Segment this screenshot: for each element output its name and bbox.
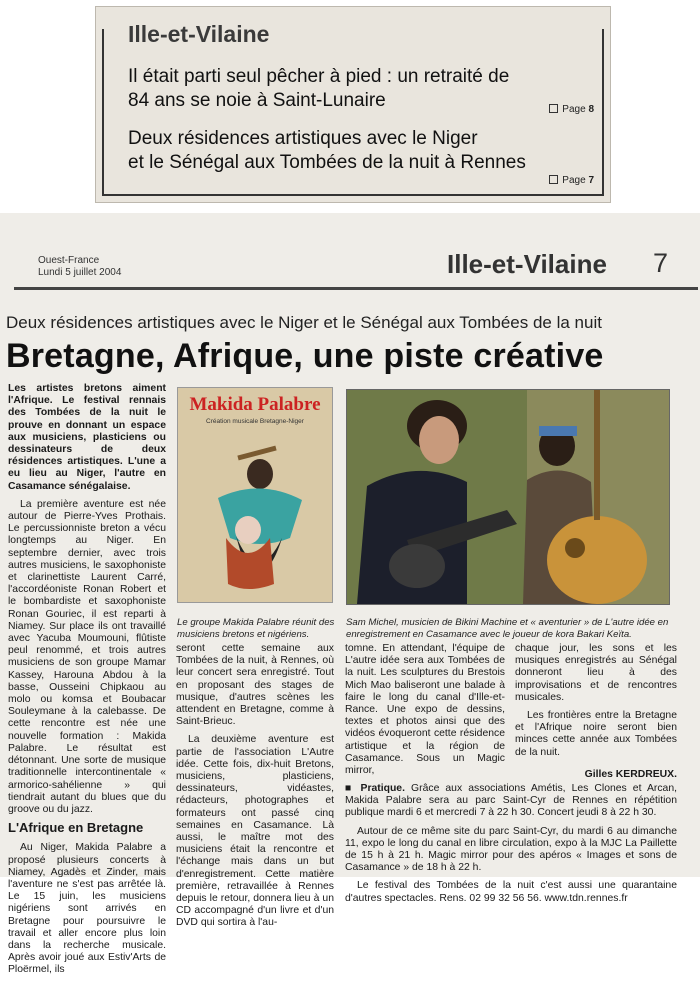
masthead-department: Ille-et-Vilaine — [447, 249, 607, 279]
article-column-4 — [515, 643, 677, 781]
album-cover-photo — [177, 387, 333, 603]
summary-department: Ille-et-Vilaine — [122, 21, 275, 48]
checkbox-icon — [549, 104, 558, 113]
photo-caption-2: Sam Michel, musicien de Bikini Machine et « aventurier » de L'autre idée en enregistrement en Casamance avec le joueur de kora Bakari Keïta. — [346, 617, 669, 640]
article-headline: Bretagne, Afrique, une piste créative — [6, 337, 604, 375]
summary-page-ref-2: Page 7 — [549, 175, 594, 186]
masthead-rule — [14, 287, 698, 290]
pratique-paragraph-2: Autour de ce même site du parc Saint-Cyr, du mardi 6 au dimanche 11, expo le long du canal en libre circulation, expo à la MJC La Paillette de 15 h à 21 h. Magic mirror pour des apéros « Images et sons de Casamance » de 18 h à 22 h. — [345, 825, 677, 874]
article-column-1 — [8, 383, 166, 983]
author-signature: Gilles KERDREUX. — [584, 768, 677, 780]
photo-caption-1: Le groupe Makida Palabre réunit des musiciens bretons et nigériens. — [177, 617, 335, 640]
body-paragraph: chaque jour, les sons et les musiques enregistrés au Sénégal donneront lieu à des improvisations et de rencontres musicales. — [515, 643, 677, 703]
album-cover-illustration — [178, 388, 332, 602]
summary-headline-1a: Il était parti seul pêcher à pied : un retraité de — [128, 66, 510, 87]
album-subtitle: Création musicale Bretagne-Niger — [206, 418, 304, 425]
body-paragraph: tomne. En attendant, l'équipe de L'autre idée sera aux Tombées de la nuit. Les sculptures du Brestois Mich Mao baliseront une balade à faire le long du canal d'Ille-et-Rance. Une expo de dessins, textes et photos ainsi que des vidéos évoqueront cette résidence artistique et la région de Casamance. Sous un Magic mirror, — [345, 643, 505, 777]
checkbox-icon — [549, 175, 558, 184]
article-column-3 — [345, 643, 505, 783]
article-kicker: Deux résidences artistiques avec le Niger et le Sénégal aux Tombées de la nuit — [6, 313, 602, 332]
body-paragraph: seront cette semaine aux Tombées de la nuit, à Rennes, où leur concert sera enregistré. Tout en proposant des stages de musique, d'autres scènes les attendent en Bretagne, comme à Saint-Brieuc. — [176, 643, 334, 728]
album-title: Makida Palabre — [189, 394, 321, 415]
article-clipping — [0, 213, 700, 976]
summary-headline-2a: Deux résidences artistiques avec le Niger — [128, 128, 478, 149]
body-paragraph: La première aventure est née autour de Pierre-Yves Prothais. Le percussionniste breton a vécu longtemps au Niger. En septembre dernier, avec trois autres musiciens, le saxophoniste et clarinettiste Laurent Carré, l'accordéoniste Ronan Robert et le bombardiste et saxophoniste Ronan Gouriec, il est reparti à Niamey. Sur place ils ont travaillé avec Yacuba Moumouni, flûtiste peul renommé, et trois autres musiciens de son groupe Mamar Kassey, Harouna Abdou à la basse, Ousseini Chipkaou au molo ou komsa et Boubacar Souleymane à la calebasse. De cette rencontre est née une nouvelle formation : Makida Palabre. Le résultat est détonnant. Une sorte de musique traditionnelle intercontinentale « armorico-sahélienne » qui tiendrait autant du blues que du groove ou du jazz. — [8, 498, 166, 815]
body-paragraph: Les frontières entre la Bretagne et l'Afrique noire seront bien minces cette année aux Tombées de la nuit. — [515, 710, 677, 758]
article-chapo: Les artistes bretons aiment l'Afrique. Le festival rennais des Tombées de la nuit le prouve en donnant un espace aux musiciens, plasticiens ou dessinateurs de deux résidences artistiques. L'une a eu lieu au Niger, l'autre en Casamance sénégalaise. — [8, 383, 166, 492]
pratique-paragraph-3: Le festival des Tombées de la nuit c'est aussi une quarantaine d'autres spectacles. Rens. 02 99 32 56 56. www.tdn.rennes.fr — [345, 880, 677, 904]
summary-page-ref-1: Page 8 — [549, 104, 594, 115]
pratique-paragraph: ■ Pratique. Grâce aux associations Amétis, Les Clones et Arcan, Makida Palabre sera au parc Saint-Cyr de Rennes en répétition publique mardi 6 et mercredi 7 à 22 h 30. Concert jeudi 8 à 22 h 30. — [345, 783, 677, 819]
masthead-source: Ouest-France Lundi 5 juillet 2004 — [38, 255, 122, 278]
article-column-2 — [176, 643, 334, 936]
body-paragraph: Au Niger, Makida Palabre a proposé plusieurs concerts à Niamey, Agadès et Zinder, mais l'aventure ne s'est pas arrêtée là. Le 15 juin, les musiciens nigériens sont arrivés en Bretagne pour poursuivre le travail et aller encore plus loin dans la recherche musicale. Après avoir joué aux Estiv'Arts de Ploërmel, ils — [8, 842, 166, 976]
article-subhead: L'Afrique en Bretagne — [8, 820, 144, 836]
summary-headline-1b: 84 ans se noie à Saint-Lunaire — [128, 90, 386, 111]
musicians-photo — [346, 389, 670, 605]
pratique-text: Grâce aux associations Amétis, Les Clones et Arcan, Makida Palabre sera au parc Saint-Cyr de Rennes en répétition publique mardi 6 et mercredi 7 à 22 h 30. Concert jeudi 8 à 22 h 30. — [345, 783, 677, 819]
summary-headline-2b: et le Sénégal aux Tombées de la nuit à Rennes — [128, 152, 526, 173]
musicians-illustration — [347, 390, 669, 604]
pratique-label: Pratique. — [360, 783, 405, 794]
body-paragraph: La deuxième aventure est partie de l'association L'Autre idée. Cette fois, dix-huit Bretons, musiciens, plasticiens, dessinateurs, vidéastes, rédacteurs, photographes et formateurs ont passé cinq semaines en Casamance. Là aussi, le maître mot des musiciens était la rencontre et l'échange mais dans un but d'enregistrement. Cette matière première, retravaillée à Rennes depuis le retour, donnera lieu à un CD accompagné d'un livre et d'un DVD qui sortira à l'au- — [176, 734, 334, 929]
masthead-page-number: 7 — [653, 248, 669, 278]
pratique-box — [345, 783, 677, 911]
summary-clipping — [95, 6, 611, 203]
